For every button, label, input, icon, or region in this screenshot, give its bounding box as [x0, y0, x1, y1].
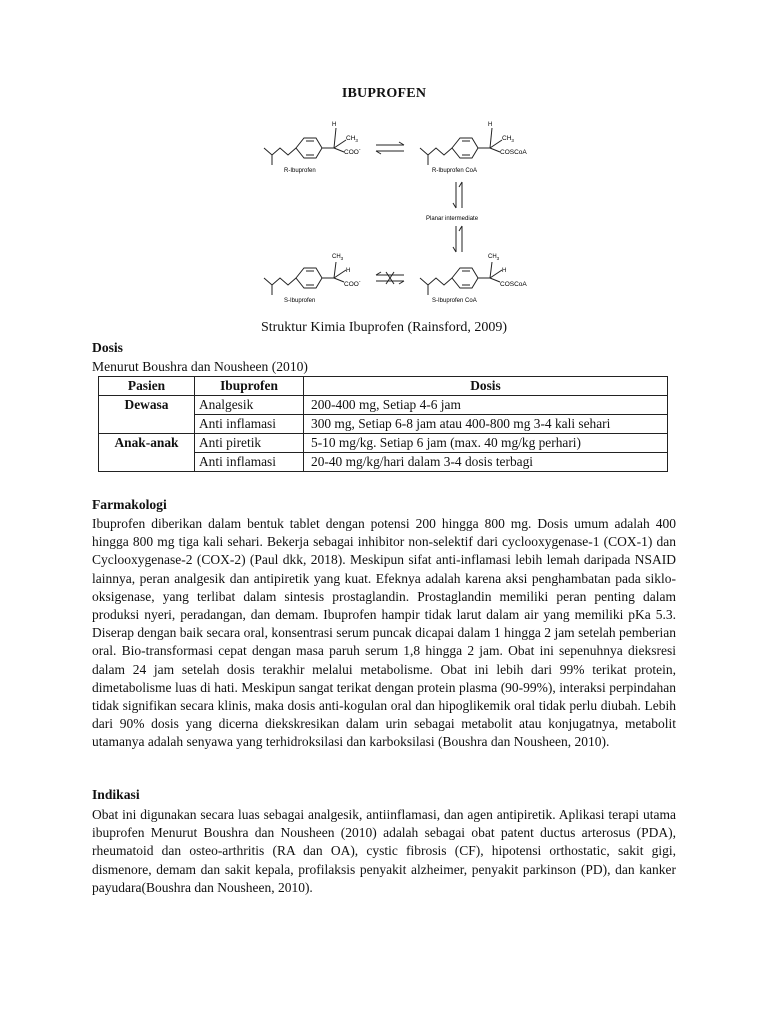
h-label: H [332, 122, 337, 128]
dosis-cell: 20-40 mg/kg/hari dalam 3-4 dosis terbagi [304, 453, 668, 472]
r-ibuprofen-label: R-Ibuprofen [284, 168, 316, 174]
h-label-4: H [502, 268, 507, 274]
header-pasien: Pasien [99, 377, 195, 396]
indikasi-paragraph: Obat ini digunakan secara luas sebagai analgesik, antiinflamasi, dan agen antipiretik. Aplikasi terapi utama ibuprofen Menurut Boushra dan Nousheen (2010) adalah sebagai obat patent ductus arterosus (PDA), rheumatoid dan osteo-arthritis (RA dan OA), cystic fibrosis (CF), hipotensi orthostatic, sakit gigi, dismenore, demam dan sakit kepala, profilaksis penyakit alzheimer, penyakit parkinson (PD), dan kanker payudara(Boushra dan Nousheen, 2010). [92, 807, 676, 895]
ibuprofen-cell: Anti piretik [195, 434, 304, 453]
ch3-label-2: CH [502, 135, 512, 142]
r-ibuprofen-molecule [264, 122, 361, 174]
vertical-arrows-lower [453, 226, 462, 252]
ibuprofen-cell: Anti inflamasi [195, 415, 304, 434]
r-ibuprofen-coa-label: R-Ibuprofen CoA [432, 168, 478, 174]
coo-superscript: - [358, 147, 361, 153]
s-ibuprofen-coa-label: S-Ibuprofen CoA [432, 298, 477, 304]
svg-text:CH3 [488, 254, 500, 261]
pasien-cell: Dewasa [99, 396, 195, 434]
table-header-row [99, 377, 668, 396]
ch3-label-3: CH [332, 254, 341, 260]
ch3-subscript: 3 [355, 138, 358, 143]
svg-text:CH3 [346, 135, 358, 143]
farmakologi-paragraph: Ibuprofen diberikan dalam bentuk tablet dengan potensi 200 hingga 800 mg. Dosis umum adalah 400 hingga 800 mg tiga kali sehari. Bekerja sebagai inhibitor non-selektif dari cyclooxygenase-1 (COX-1) dan Cyclooxygenase-2 (COX-2) (Paul dkk, 2018). Meskipun sifat anti-inflamasi lebih lemah daripada NSAID lainnya, peran analgesik dan antipiretik yang kuat. Efeknya adalah karena aksi penghambatan pada siklo-oksigenase, yang terlibat dalam sintesis prostaglandin. Prostaglandin memiliki peran penting dalam produksi nyeri, peradangan, dan demam. Ibuprofen hampir tidak larut dalam air yang memiliki pKa 5.3. Diserap dengan baik secara oral, konsentrasi serum puncak dicapai dalam 1 hingga 2 jam setelah pemberian oral. Bio-transformasi cepat dengan masa paruh serum 1,8 hingga 2 jam. Obat ini sepenuhnya dieksresi dalam 24 jam setelah dosis terakhir melalui metabolisme. Obat ini lebih dari 99% terikat protein, dimetabolisme luas di hati. Meskipun sangat terikat dengan protein plasma (90-99%), interaksi perpindahan tidak signifikan secara klinis, maka dosis anti-kogulan oral dan hipoglikemik oral tidak perlu diubah. Lebih dari 90% dosis yang dicerna diekskresikan dalam urin sebagai metabolit atau konjugatnya, metabolit utamanya adalah senyawa yang terhidroksilasi dan karboksilasi (Boushra dan Nousheen, 2010). [92, 516, 676, 750]
header-ibuprofen: Ibuprofen [195, 377, 304, 396]
farmakologi-heading: Farmakologi [92, 497, 167, 512]
dosis-heading: Dosis [92, 340, 123, 355]
ibuprofen-cell: Anti inflamasi [195, 453, 304, 472]
dosis-cell: 5-10 mg/kg. Setiap 6 jam (max. 40 mg/kg perhari) [304, 434, 668, 453]
vertical-arrows-upper [453, 182, 462, 208]
coo-label: COO [344, 149, 359, 156]
document-title: IBUPROFEN [341, 86, 427, 101]
pasien-cell: Anak-anak [99, 434, 195, 472]
svg-text:COO- [344, 147, 361, 156]
indikasi-heading: Indikasi [92, 787, 140, 802]
svg-text:CH3 [332, 254, 344, 261]
table-row [99, 434, 668, 453]
equilibrium-arrows-top [376, 142, 404, 154]
header-dosis: Dosis [304, 377, 668, 396]
dosis-intro: Menurut Boushra dan Nousheen (2010) [92, 359, 308, 374]
ch3-subscript-2: 3 [511, 138, 514, 143]
ch3-label: CH [346, 135, 356, 142]
dosis-cell: 200-400 mg, Setiap 4-6 jam [304, 396, 668, 415]
irreversible-arrows-bottom [376, 272, 404, 284]
svg-text:CH3 [502, 135, 514, 143]
ibuprofen-structure-diagram [258, 108, 530, 308]
svg-text:COO- [344, 279, 361, 288]
s-ibuprofen-label: S-Ibuprofen [284, 298, 316, 304]
dosis-cell: 300 mg, Setiap 6-8 jam atau 400-800 mg 3-4 kali sehari [304, 415, 668, 434]
ibuprofen-cell: Analgesik [195, 396, 304, 415]
coo-label-2: COO [344, 281, 359, 288]
h-label-3: H [346, 268, 351, 274]
ch3-label-4: CH [488, 254, 497, 260]
planar-intermediate-label: Planar intermediate [426, 216, 479, 222]
figure-caption: Struktur Kimia Ibuprofen (Rainsford, 2009) [260, 320, 508, 335]
ibuprofen-structure-figure [258, 108, 530, 308]
s-ibuprofen-molecule [264, 254, 361, 304]
coscoa-label-2: COSCoA [500, 281, 527, 288]
r-ibuprofen-coa-molecule [420, 122, 527, 174]
h-label-2: H [488, 122, 493, 128]
ch3-subscript-3: 3 [340, 256, 344, 261]
ch3-subscript-4: 3 [496, 256, 500, 261]
table-row [99, 396, 668, 415]
dosis-table [98, 376, 668, 472]
coo-superscript-2: - [358, 279, 361, 285]
coscoa-label: COSCoA [500, 149, 527, 156]
s-ibuprofen-coa-molecule [420, 254, 527, 304]
